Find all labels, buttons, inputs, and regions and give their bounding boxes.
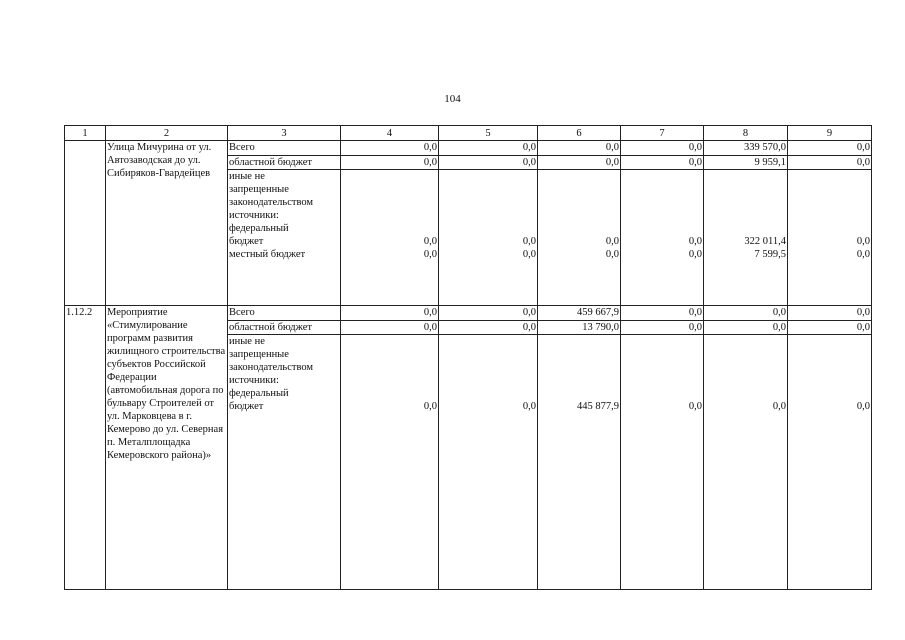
value-cell: 0,0 xyxy=(341,306,439,320)
value-cell xyxy=(704,169,788,306)
header-row xyxy=(65,126,872,141)
value-cell xyxy=(439,334,538,589)
header-cell: 3 xyxy=(228,126,341,141)
local-value: 0,0 xyxy=(423,248,437,260)
header-cell: 8 xyxy=(704,126,788,141)
value-cell: 0,0 xyxy=(788,141,872,155)
value-cell: 0,0 xyxy=(621,141,704,155)
value-cell xyxy=(341,169,439,306)
federal-value: 0,0 xyxy=(856,235,870,247)
value-cell: 0,0 xyxy=(788,155,872,169)
row-code xyxy=(65,141,106,306)
value-cell: 0,0 xyxy=(621,306,704,320)
value-cell: 0,0 xyxy=(788,320,872,334)
value-cell: 0,0 xyxy=(788,306,872,320)
value-cell xyxy=(538,334,621,589)
source-label: Всего xyxy=(228,141,341,155)
source-line: бюджет xyxy=(229,235,264,247)
federal-value: 0,0 xyxy=(423,235,437,247)
federal-value: 0,0 xyxy=(772,400,786,412)
header-cell: 9 xyxy=(788,126,872,141)
value-cell: 0,0 xyxy=(439,306,538,320)
value-cell xyxy=(621,169,704,306)
federal-value: 0,0 xyxy=(688,400,702,412)
header-cell: 7 xyxy=(621,126,704,141)
source-line: запрещенные xyxy=(229,348,289,360)
header-cell: 1 xyxy=(65,126,106,141)
source-line: федеральный xyxy=(229,222,289,234)
source-label: областной бюджет xyxy=(228,155,341,169)
table-row xyxy=(65,306,872,320)
value-cell: 0,0 xyxy=(439,320,538,334)
value-cell: 459 667,9 xyxy=(538,306,621,320)
value-cell: 0,0 xyxy=(538,155,621,169)
local-value: 0,0 xyxy=(688,248,702,260)
federal-value: 0,0 xyxy=(688,235,702,247)
value-cell: 0,0 xyxy=(704,306,788,320)
value-cell: 0,0 xyxy=(341,155,439,169)
local-value: 7 599,5 xyxy=(754,248,786,260)
table-row xyxy=(65,141,872,155)
local-value: 0,0 xyxy=(522,248,536,260)
value-cell: 0,0 xyxy=(341,141,439,155)
row-code: 1.12.2 xyxy=(65,306,106,590)
value-cell: 0,0 xyxy=(439,155,538,169)
source-other xyxy=(228,334,341,589)
source-line: законодательством xyxy=(229,196,314,208)
value-cell: 0,0 xyxy=(439,141,538,155)
source-line: законодательством xyxy=(229,361,314,373)
value-cell xyxy=(704,334,788,589)
source-line: федеральный xyxy=(229,387,289,399)
value-cell xyxy=(788,334,872,589)
value-cell: 0,0 xyxy=(341,320,439,334)
value-cell: 0,0 xyxy=(704,320,788,334)
value-cell xyxy=(341,334,439,589)
value-cell: 0,0 xyxy=(621,155,704,169)
value-cell: 0,0 xyxy=(538,141,621,155)
federal-value: 0,0 xyxy=(856,400,870,412)
local-value: 0,0 xyxy=(605,248,619,260)
source-label: областной бюджет xyxy=(228,320,341,334)
item-name: Мероприятие «Стимулирование программ развития жилищного строительства субъектов Российской Федерации (автомобильная дорога по бульвару Строителей от ул. Марковцева в г. Кемерово до ул. Северная п. Металплощадка Кемеровского района)» xyxy=(106,306,228,590)
header-cell: 2 xyxy=(106,126,228,141)
source-line: бюджет xyxy=(229,400,264,412)
local-value: 0,0 xyxy=(856,248,870,260)
source-line: источники: xyxy=(229,209,279,221)
source-line: источники: xyxy=(229,374,279,386)
federal-value: 445 877,9 xyxy=(577,400,619,412)
source-line: иные не xyxy=(229,170,265,182)
source-line: иные не xyxy=(229,335,265,347)
federal-value: 0,0 xyxy=(522,235,536,247)
source-label: Всего xyxy=(228,306,341,320)
source-other xyxy=(228,169,341,306)
header-cell: 5 xyxy=(439,126,538,141)
header-cell: 6 xyxy=(538,126,621,141)
budget-table xyxy=(64,125,872,590)
item-name: Улица Мичурина от ул. Автозаводская до ул. Сибиряков-Гвардейцев xyxy=(106,141,228,306)
value-cell xyxy=(439,169,538,306)
value-cell: 0,0 xyxy=(621,320,704,334)
header-cell: 4 xyxy=(341,126,439,141)
source-line: местный бюджет xyxy=(229,248,306,260)
value-cell: 9 959,1 xyxy=(704,155,788,169)
value-cell: 339 570,0 xyxy=(704,141,788,155)
federal-value: 0,0 xyxy=(605,235,619,247)
federal-value: 0,0 xyxy=(423,400,437,412)
value-cell xyxy=(621,334,704,589)
value-cell: 13 790,0 xyxy=(538,320,621,334)
federal-value: 322 011,4 xyxy=(744,235,786,247)
federal-value: 0,0 xyxy=(522,400,536,412)
source-line: запрещенные xyxy=(229,183,289,195)
value-cell xyxy=(788,169,872,306)
page-number: 104 xyxy=(444,93,461,105)
value-cell xyxy=(538,169,621,306)
